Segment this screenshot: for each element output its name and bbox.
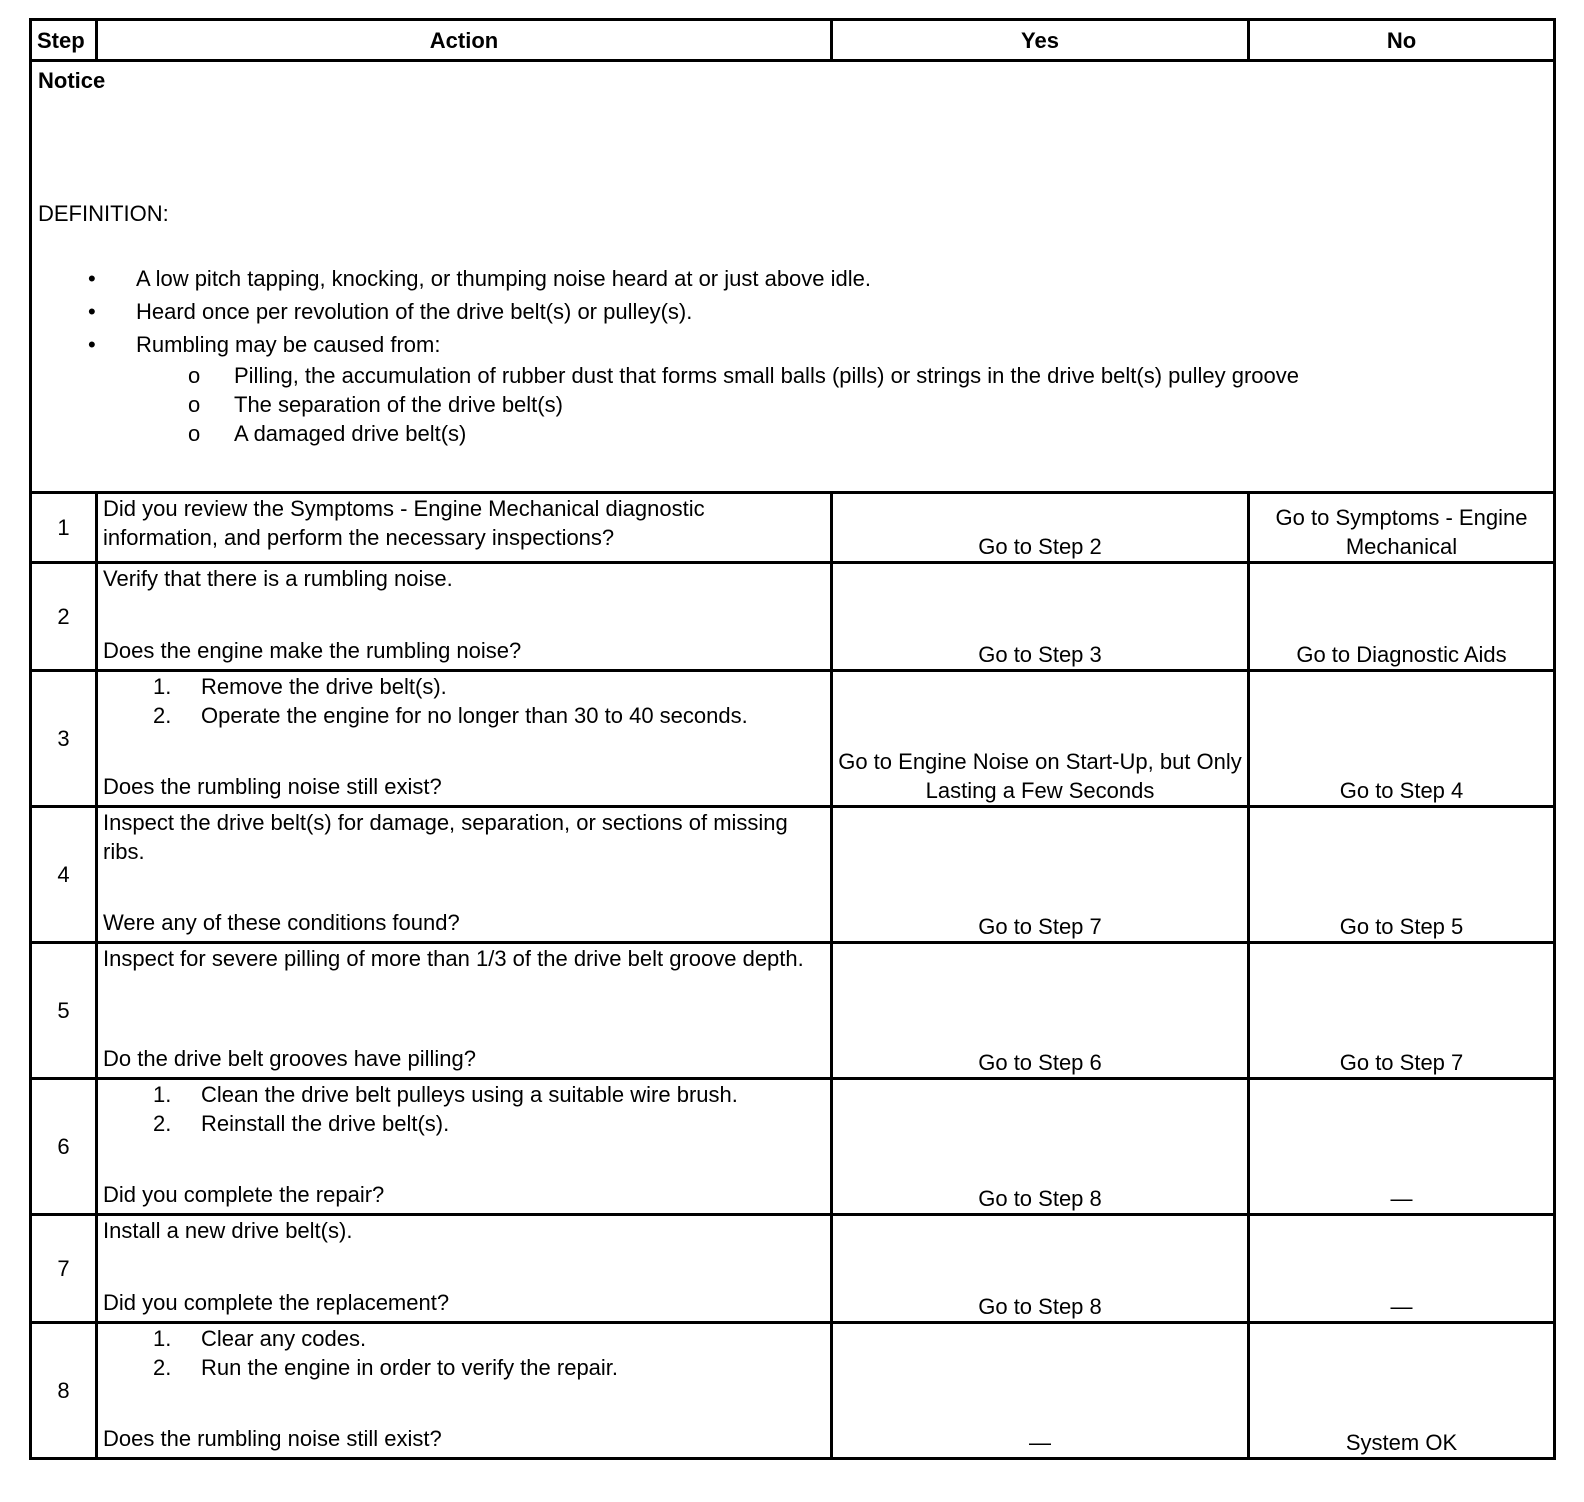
step-number: 8 [31, 1323, 97, 1459]
question-text: Were any of these conditions found? [103, 910, 460, 935]
no-cell: — [1249, 1079, 1555, 1215]
yes-cell: Go to Step 8 [832, 1215, 1249, 1323]
table-row [31, 1079, 1555, 1215]
header-row [31, 20, 1555, 61]
list-item: • A low pitch tapping, knocking, or thumping noise heard at or just above idle. [38, 262, 1547, 295]
step-number: 7 [31, 1215, 97, 1323]
action-cell [97, 1323, 832, 1459]
question-text: Does the rumbling noise still exist? [103, 774, 442, 799]
definition-bullets [38, 262, 1547, 448]
circle-bullet-icon: o [188, 421, 201, 446]
no-cell: — [1249, 1215, 1555, 1323]
list-item: 2. Reinstall the drive belt(s). [153, 1111, 450, 1136]
notice-cell [31, 61, 1555, 493]
diagnostic-table [29, 18, 1556, 1460]
action-cell: Install a new drive belt(s). Did you complete the replacement? [97, 1215, 832, 1323]
step-number: 3 [31, 671, 97, 807]
no-cell: System OK [1249, 1323, 1555, 1459]
question-text: Did you complete the repair? [103, 1182, 385, 1207]
question-text: Does the rumbling noise still exist? [103, 1426, 442, 1451]
notice-label: Notice [38, 68, 106, 93]
list-item: 2. Operate the engine for no longer than 30 to 40 seconds. [153, 703, 748, 728]
no-cell: Go to Step 4 [1249, 671, 1555, 807]
yes-cell: Go to Step 3 [832, 563, 1249, 671]
list-item: 1. Clean the drive belt pulleys using a suitable wire brush. [153, 1082, 738, 1107]
notice-row [31, 61, 1555, 493]
action-cell: Verify that there is a rumbling noise. Does the engine make the rumbling noise? [97, 563, 832, 671]
action-list [103, 1080, 825, 1138]
yes-cell: Go to Engine Noise on Start-Up, but Only Lasting a Few Seconds [832, 671, 1249, 807]
table-row [31, 1215, 1555, 1323]
header-yes: Yes [832, 20, 1249, 61]
header-step: Step [31, 20, 97, 61]
step-number: 4 [31, 807, 97, 943]
action-list [103, 1324, 825, 1382]
action-cell: Did you review the Symptoms - Engine Mechanical diagnostic information, and perform the necessary inspections? [97, 493, 832, 563]
yes-cell: Go to Step 7 [832, 807, 1249, 943]
action-cell: Inspect for severe pilling of more than 1/3 of the drive belt groove depth. Do the drive belt grooves have pilling? [97, 943, 832, 1079]
question-text: Did you complete the replacement? [103, 1290, 450, 1315]
action-list [103, 672, 825, 730]
no-cell: Go to Symptoms - Engine Mechanical [1249, 493, 1555, 563]
circle-bullet-icon: o [188, 363, 201, 388]
no-cell: Go to Step 5 [1249, 807, 1555, 943]
yes-cell: — [832, 1323, 1249, 1459]
step-number: 5 [31, 943, 97, 1079]
list-item: • Heard once per revolution of the drive belt(s) or pulley(s). [38, 295, 1547, 328]
diagnostic-table-page [29, 18, 1553, 1487]
action-cell [97, 671, 832, 807]
no-cell: Go to Step 7 [1249, 943, 1555, 1079]
table-row [31, 1323, 1555, 1459]
list-item: o The separation of the drive belt(s) [188, 392, 563, 417]
header-action: Action [97, 20, 832, 61]
table-row [31, 493, 1555, 563]
sub-bullets [136, 361, 1547, 448]
action-cell [97, 1079, 832, 1215]
step-number: 2 [31, 563, 97, 671]
no-cell: Go to Diagnostic Aids [1249, 563, 1555, 671]
table-row [31, 563, 1555, 671]
question-text: Does the engine make the rumbling noise? [103, 638, 522, 663]
definition-label: DEFINITION: [38, 201, 169, 226]
list-item: 2. Run the engine in order to verify the repair. [153, 1355, 619, 1380]
table-row [31, 807, 1555, 943]
table-row [31, 671, 1555, 807]
question-text: Do the drive belt grooves have pilling? [103, 1046, 477, 1071]
action-cell: Inspect the drive belt(s) for damage, separation, or sections of missing ribs. Were any of these conditions found? [97, 807, 832, 943]
step-number: 6 [31, 1079, 97, 1215]
yes-cell: Go to Step 6 [832, 943, 1249, 1079]
list-item: 1. Remove the drive belt(s). [153, 674, 447, 699]
step-number: 1 [31, 493, 97, 563]
bullet-icon: • [88, 299, 96, 324]
circle-bullet-icon: o [188, 392, 201, 417]
list-item: o Pilling, the accumulation of rubber dust that forms small balls (pills) or strings in the drive belt(s) pulley groove [188, 363, 1300, 388]
header-no: No [1249, 20, 1555, 61]
table-row [31, 943, 1555, 1079]
yes-cell: Go to Step 8 [832, 1079, 1249, 1215]
yes-cell: Go to Step 2 [832, 493, 1249, 563]
list-item: 1. Clear any codes. [153, 1326, 367, 1351]
list-item: o A damaged drive belt(s) [188, 421, 467, 446]
bullet-icon: • [88, 266, 96, 291]
bullet-icon: • [88, 332, 96, 357]
list-item: • Rumbling may be caused from: o Pilling, the accumulation of rubber dust that forms small balls (pills) or strings in the drive belt(s) pulley groove o The separation of the drive belt(s) o A damaged drive belt(s) [38, 328, 1547, 448]
